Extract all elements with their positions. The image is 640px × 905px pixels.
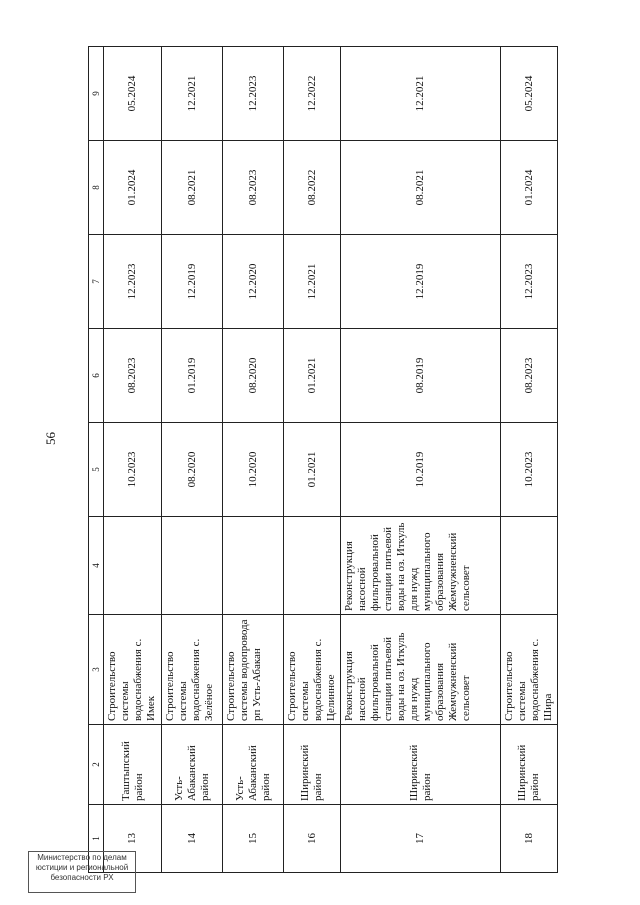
extra-cell — [104, 517, 162, 615]
object-cell: Строительство системы водоснабжения с. Целинное — [284, 615, 341, 725]
date-cell: 01.2024 — [501, 141, 558, 235]
table-row — [501, 47, 558, 873]
header-row — [89, 47, 104, 873]
date-cell: 12.2021 — [284, 235, 341, 329]
extra-cell — [284, 517, 341, 615]
date-cell: 12.2019 — [341, 235, 501, 329]
table-row — [341, 47, 501, 873]
header-cell: 5 — [89, 423, 104, 517]
registration-stamp — [28, 851, 136, 893]
district-cell: Ширинский район — [501, 725, 558, 805]
header-cell: 9 — [89, 47, 104, 141]
district-cell: Усть-Абаканский район — [162, 725, 223, 805]
date-cell: 05.2024 — [104, 47, 162, 141]
date-cell: 05.2024 — [501, 47, 558, 141]
district-cell: Таштыпский район — [104, 725, 162, 805]
date-cell: 10.2023 — [104, 423, 162, 517]
date-cell: 01.2024 — [104, 141, 162, 235]
page-number: 56 — [43, 432, 58, 445]
schedule-table-container — [88, 47, 554, 873]
extra-cell: Реконструкция насосной фильтровальной станции питьевой воды на оз. Иткуль для нужд муниципального образования Жемчужненский сельсовет — [341, 517, 501, 615]
row-number: 13 — [104, 805, 162, 873]
object-cell: Строительство системы водоснабжения с. Шира — [501, 615, 558, 725]
table-row — [223, 47, 284, 873]
object-cell: Реконструкция насосной фильтровальной станции питьевой воды на оз. Иткуль для нужд муниципального образования Жемчужненский сельсовет — [341, 615, 501, 725]
date-cell: 08.2023 — [104, 329, 162, 423]
date-cell: 10.2023 — [501, 423, 558, 517]
object-cell: Строительство системы водоснабжения с. Зелёное — [162, 615, 223, 725]
date-cell: 08.2023 — [501, 329, 558, 423]
date-cell: 10.2019 — [341, 423, 501, 517]
date-cell: 12.2019 — [162, 235, 223, 329]
header-cell: 4 — [89, 517, 104, 615]
schedule-table — [88, 46, 558, 873]
header-cell: 6 — [89, 329, 104, 423]
date-cell: 10.2020 — [223, 423, 284, 517]
object-cell: Строительство системы водопровода рп Усть-Абакан — [223, 615, 284, 725]
date-cell: 12.2023 — [104, 235, 162, 329]
extra-cell — [162, 517, 223, 615]
extra-cell — [501, 517, 558, 615]
row-number: 15 — [223, 805, 284, 873]
stamp-line: юстиции и региональной — [35, 863, 129, 872]
date-cell: 12.2023 — [223, 47, 284, 141]
header-cell: 7 — [89, 235, 104, 329]
date-cell: 01.2021 — [284, 423, 341, 517]
date-cell: 08.2022 — [284, 141, 341, 235]
table-row — [284, 47, 341, 873]
header-cell: 3 — [89, 615, 104, 725]
object-cell: Строительство системы водоснабжения с. Имек — [104, 615, 162, 725]
header-cell: 8 — [89, 141, 104, 235]
date-cell: 01.2019 — [162, 329, 223, 423]
table-row — [104, 47, 162, 873]
row-number: 14 — [162, 805, 223, 873]
date-cell: 08.2021 — [162, 141, 223, 235]
date-cell: 12.2022 — [284, 47, 341, 141]
date-cell: 12.2023 — [501, 235, 558, 329]
stamp-line: безопасности РХ — [50, 873, 114, 882]
date-cell: 12.2021 — [162, 47, 223, 141]
row-number: 16 — [284, 805, 341, 873]
row-number: 18 — [501, 805, 558, 873]
table-row — [162, 47, 223, 873]
date-cell: 08.2021 — [341, 141, 501, 235]
date-cell: 08.2019 — [341, 329, 501, 423]
date-cell: 12.2020 — [223, 235, 284, 329]
row-number: 17 — [341, 805, 501, 873]
date-cell: 08.2020 — [223, 329, 284, 423]
date-cell: 08.2023 — [223, 141, 284, 235]
date-cell: 08.2020 — [162, 423, 223, 517]
district-cell: Усть-Абаканский район — [223, 725, 284, 805]
header-cell: 2 — [89, 725, 104, 805]
stamp-line: Министерство по делам — [37, 853, 127, 862]
date-cell: 01.2021 — [284, 329, 341, 423]
district-cell: Ширинский район — [341, 725, 501, 805]
district-cell: Ширинский район — [284, 725, 341, 805]
header-cell: 1 — [89, 805, 104, 873]
date-cell: 12.2021 — [341, 47, 501, 141]
extra-cell — [223, 517, 284, 615]
